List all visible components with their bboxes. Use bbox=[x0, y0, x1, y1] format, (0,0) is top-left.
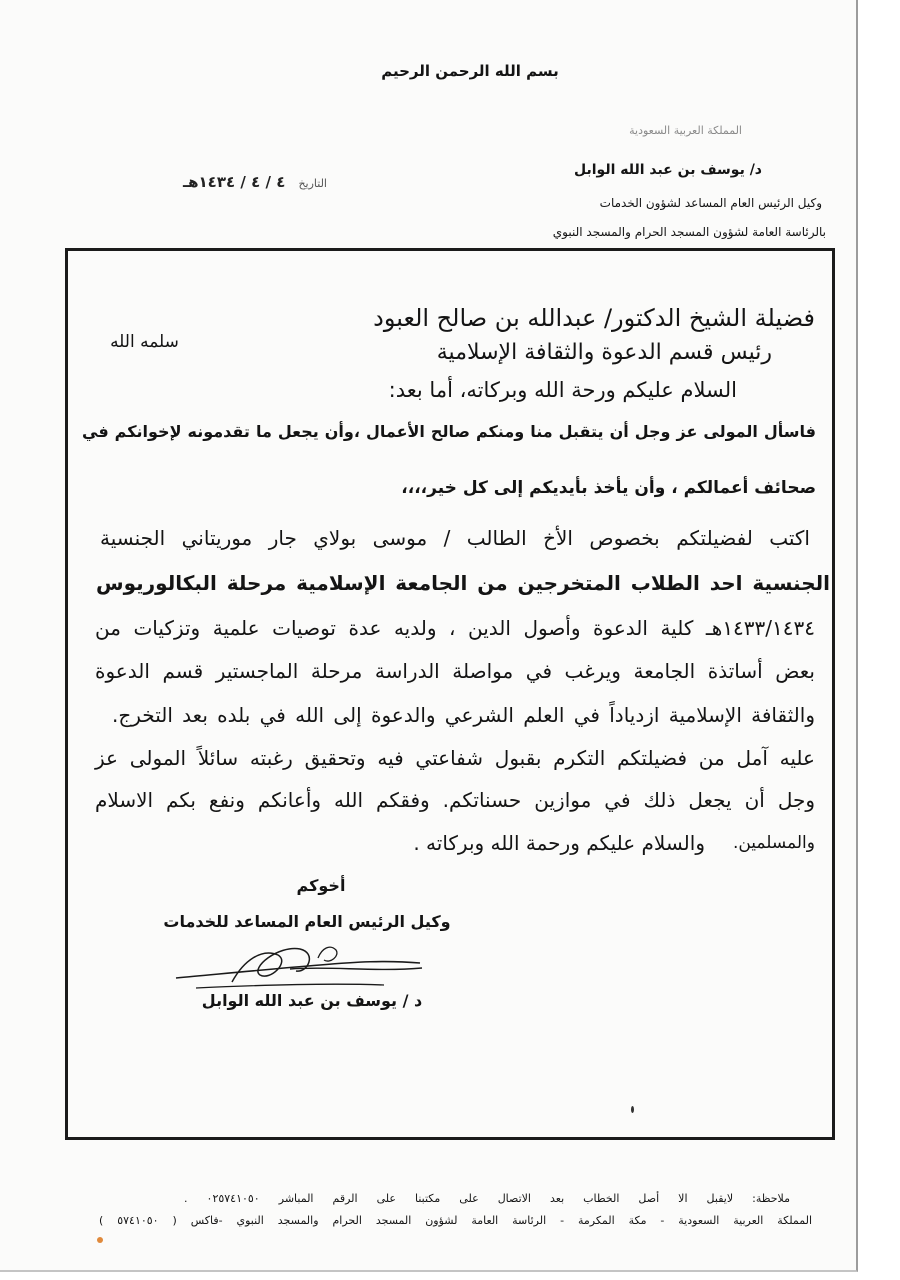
body-line: عليه آمل من فضيلتكم التكرم بقبول شفاعتي فيه وتحقيق رغبته سائلاً المولى عز bbox=[95, 746, 815, 770]
body-line: ١٤٣٣/١٤٣٤هـ كلية الدعوة وأصول الدين ، ولديه عدة توصيات علمية وتزكيات من bbox=[95, 616, 815, 640]
sign-off: أخوكم bbox=[296, 876, 346, 895]
recipient-position: رئيس قسم الدعوة والثقافة الإسلامية bbox=[436, 340, 772, 365]
paper-stain bbox=[97, 1237, 103, 1243]
body-line: والثقافة الإسلامية ازدياداً في العلم الشرعي والدعوة إلى الله في بلده بعد التخرج. bbox=[112, 703, 815, 727]
body-line: اكتب لفضيلتكم بخصوص الأخ الطالب / موسى بولاي جار موريتاني الجنسية bbox=[100, 526, 810, 550]
signatory-title: وكيل الرئيس العام المساعد للخدمات bbox=[163, 912, 451, 931]
recipient-name: فضيلة الشيخ الدكتور/ عبدالله بن صالح العبود bbox=[373, 304, 815, 332]
footer-address: المملكة العربية السعودية - مكة المكرمة - الرئاسة العامة لشؤون المسجد الحرام والمسجد النبوي -فاكس ( ٥٧٤١٠٥٠ ) bbox=[99, 1214, 812, 1227]
letter-date bbox=[112, 172, 327, 198]
signatory-name: د / يوسف بن عبد الله الوابل bbox=[201, 991, 423, 1010]
closing-word: والمسلمين. bbox=[732, 833, 815, 853]
recipient-blessing: سلمه الله bbox=[110, 332, 179, 352]
date-label: التاريخ bbox=[298, 177, 327, 190]
closing-salutation: والسلام عليكم ورحمة الله وبركاته . bbox=[413, 831, 705, 855]
greeting: السلام عليكم ورحة الله وبركاته، أما بعد: bbox=[388, 378, 737, 402]
body-line: فاسأل المولى عز وجل أن يتقبل منا ومنكم صالح الأعمال ،وأن يجعل ما تقدمونه لإخوانكم في bbox=[82, 422, 816, 441]
ink-mark bbox=[631, 1106, 634, 1113]
footer-note: ملاحظة: لايقبل الا أصل الخطاب بعد الاتصال على مكتبنا على الرقم المباشر ٠٢٥٧٤١٠٥٠ . bbox=[184, 1192, 790, 1205]
letterhead-sender-title: وكيل الرئيس العام المساعد لشؤون الخدمات bbox=[599, 196, 822, 210]
letterhead-organization: بالرئاسة العامة لشؤون المسجد الحرام والمسجد النبوي bbox=[552, 225, 826, 239]
body-line: وجل أن يجعل ذلك في موازين حسناتكم. وفقكم الله وأعانكم ونفع بكم الاسلام bbox=[95, 788, 815, 812]
basmala: بسم الله الرحمن الرحيم bbox=[381, 62, 559, 80]
letterhead-sender-name: د/ يوسف بن عبد الله الوابل bbox=[573, 162, 762, 178]
date-value: ٤ / ٤ / ١٤٣٤هـ bbox=[183, 173, 286, 191]
body-line: الجنسية احد الطلاب المتخرجين من الجامعة الإسلامية مرحلة البكالوريوس bbox=[96, 571, 830, 595]
body-line: بعض أساتذة الجامعة ويرغب في مواصلة الدراسة مرحلة الماجستير قسم الدعوة bbox=[95, 659, 815, 683]
letterhead-country: المملكة العربية السعودية bbox=[629, 124, 742, 137]
body-line: صحائف أعمالكم ، وأن يأخذ بأيديكم إلى كل خير،،،، bbox=[401, 478, 816, 498]
